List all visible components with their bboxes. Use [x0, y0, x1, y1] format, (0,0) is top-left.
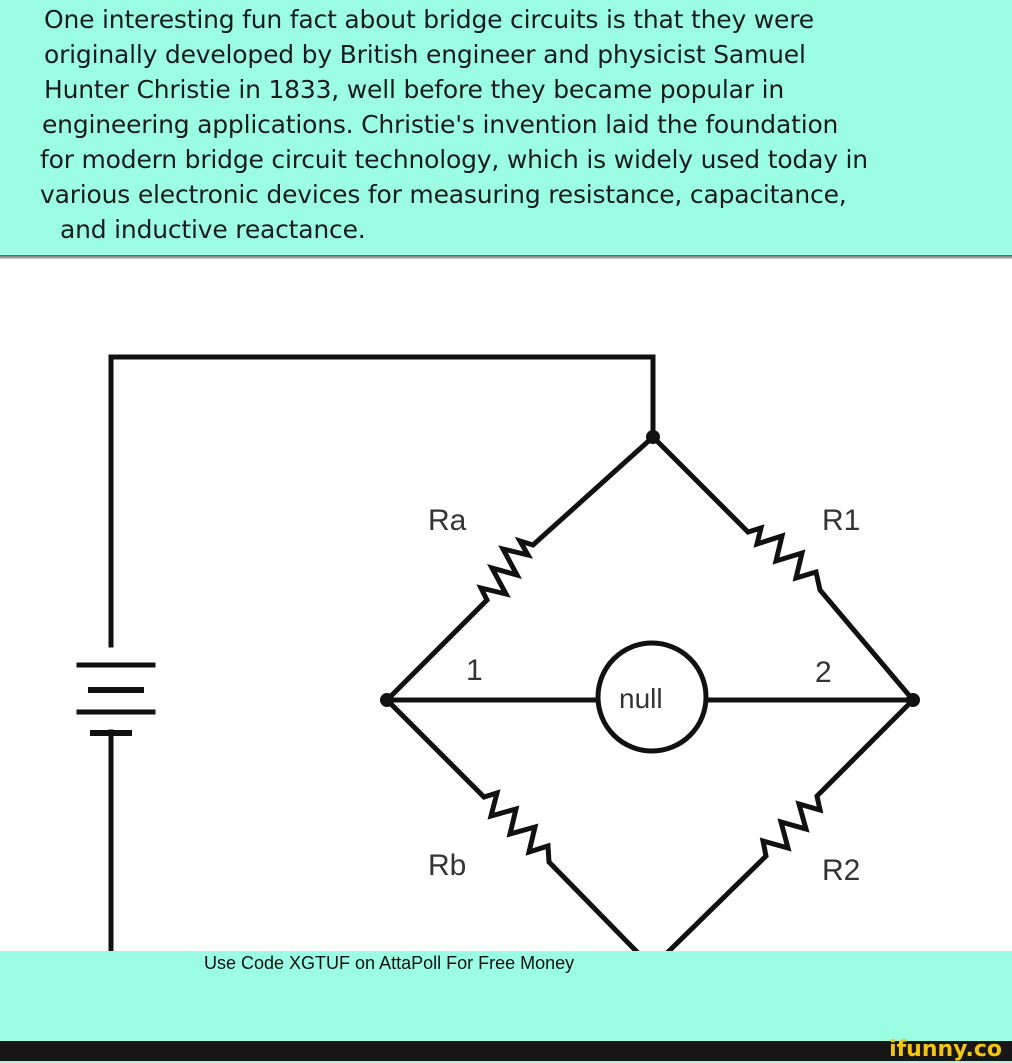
caption-line: Hunter Christie in 1833, well before they became popular in	[44, 75, 784, 104]
label-ra: Ra	[428, 504, 467, 537]
caption-line: and inductive reactance.	[60, 215, 366, 244]
footer-bar	[0, 1037, 1012, 1062]
label-node-2: 2	[815, 656, 832, 689]
junction-top	[646, 430, 660, 444]
junction-left	[380, 693, 394, 707]
ifunny-logo[interactable]: ifunny.co	[889, 1037, 1002, 1062]
junction-right	[906, 693, 920, 707]
caption-line: for modern bridge circuit technology, which is widely used today in	[40, 145, 868, 174]
caption-line: engineering applications. Christie's invention laid the foundation	[42, 110, 839, 139]
label-r1: R1	[822, 504, 861, 537]
caption-line: One interesting fun fact about bridge circuits is that they were	[44, 5, 814, 34]
label-node-1: 1	[466, 654, 483, 687]
label-null: null	[619, 683, 663, 714]
resistor-r2	[665, 700, 913, 951]
caption-line: originally developed by British engineer and physicist Samuel	[44, 40, 806, 69]
top-wire	[111, 357, 653, 645]
circuit-image	[0, 255, 1012, 951]
caption-line: various electronic devices for measuring resistance, capacitance,	[40, 180, 847, 209]
label-r2: R2	[822, 854, 861, 887]
promo-text: Use Code XGTUF on AttaPoll For Free Money	[204, 953, 575, 973]
resistor-rb	[387, 700, 640, 951]
promo-banner	[0, 951, 1012, 1041]
label-rb: Rb	[428, 849, 467, 882]
bridge-circuit-diagram	[0, 255, 1012, 951]
caption-panel	[0, 0, 1012, 255]
